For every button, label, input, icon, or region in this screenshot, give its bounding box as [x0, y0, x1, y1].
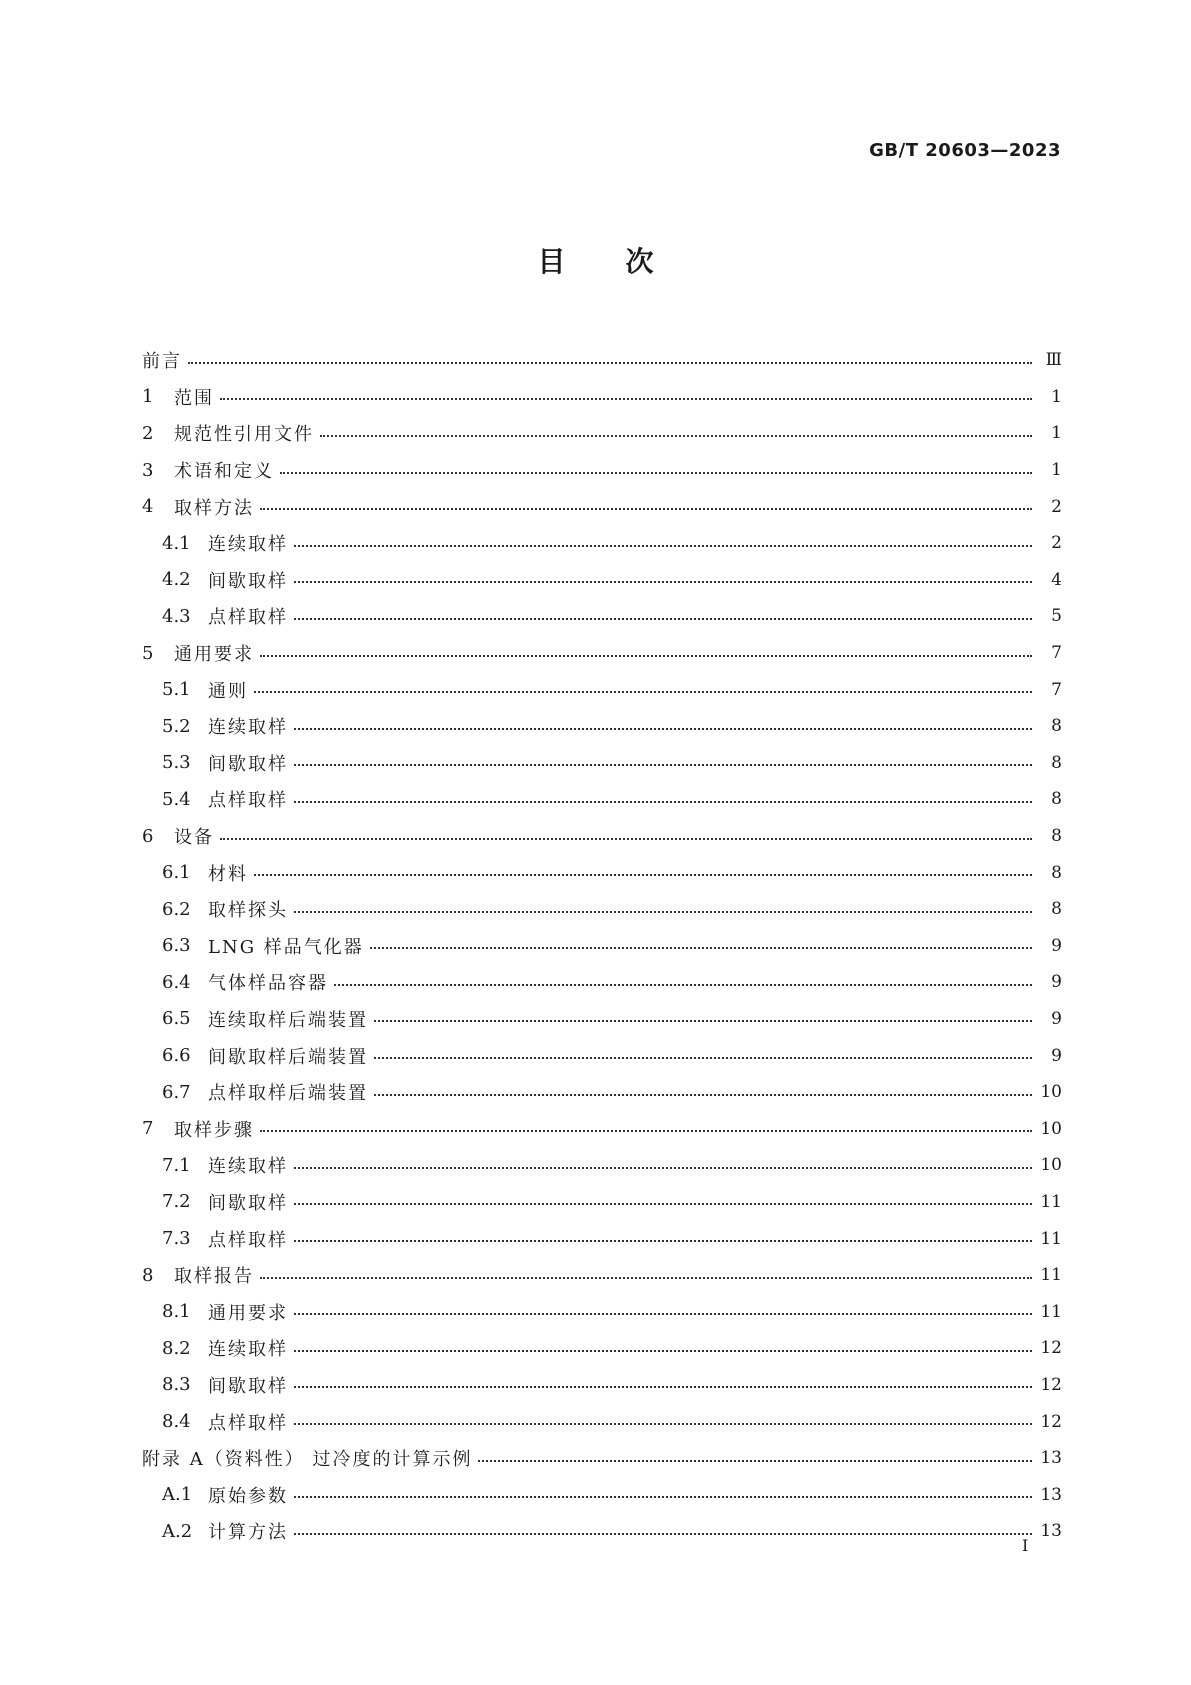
toc-entry-label: 点样取样 [208, 790, 288, 812]
toc-entry-number: 6 [142, 825, 154, 847]
toc-entry-label: 连续取样 [208, 1156, 288, 1178]
dot-leader [320, 434, 1032, 437]
toc-entry[interactable] [142, 1330, 1062, 1367]
toc-entry-label: 通用要求 [208, 1302, 288, 1324]
toc-entry-label: 规范性引用文件 [174, 424, 314, 446]
toc-entry[interactable] [142, 415, 1062, 452]
dot-leader [294, 727, 1032, 730]
dot-leader [294, 800, 1032, 803]
toc-entry[interactable] [142, 1257, 1062, 1294]
toc-entry[interactable] [142, 708, 1062, 745]
dot-leader [280, 471, 1032, 474]
toc-entry[interactable] [142, 1476, 1062, 1513]
toc-entry-label: 点样取样 [208, 607, 288, 629]
toc-entry[interactable] [142, 671, 1062, 708]
toc-entry[interactable] [142, 745, 1062, 782]
toc-entry[interactable] [142, 1220, 1062, 1257]
dot-leader [294, 1532, 1032, 1535]
toc-entry-label: 范围 [174, 387, 214, 409]
toc-entry-page: 11 [1040, 1228, 1062, 1249]
dot-leader [374, 1093, 1032, 1096]
toc-entry-page: 13 [1040, 1521, 1062, 1542]
dot-leader [370, 946, 1032, 949]
table-of-contents [142, 342, 1062, 1550]
toc-entry-label: 连续取样 [208, 534, 288, 556]
toc-entry-label: 设备 [174, 827, 214, 849]
dot-leader [294, 763, 1032, 766]
toc-entry-page: 10 [1040, 1082, 1062, 1103]
page-title: 目次 [537, 245, 714, 278]
toc-entry[interactable] [142, 1513, 1062, 1550]
toc-entry-label: 点样取样 [208, 1412, 288, 1434]
dot-leader [294, 1312, 1032, 1315]
dot-leader [260, 1276, 1032, 1279]
toc-entry[interactable] [142, 1293, 1062, 1330]
dot-leader [254, 873, 1032, 876]
toc-entry-label: LNG 样品气化器 [208, 936, 364, 958]
toc-entry-number: 5.4 [162, 788, 191, 810]
dot-leader [478, 1459, 1032, 1462]
toc-entry-number: 8.1 [162, 1301, 191, 1323]
toc-entry-page: 9 [1051, 1045, 1062, 1066]
toc-entry-number: 6.3 [162, 935, 191, 957]
toc-entry-page: 9 [1051, 935, 1062, 956]
toc-entry-number: 6.5 [162, 1008, 191, 1030]
toc-entry[interactable] [142, 1074, 1062, 1111]
dot-leader [260, 507, 1032, 510]
toc-entry-label: 点样取样 [208, 1229, 288, 1251]
toc-entry-page: 12 [1040, 1338, 1062, 1359]
dot-leader [374, 1019, 1032, 1022]
toc-entry[interactable] [142, 452, 1062, 489]
toc-entry[interactable] [142, 598, 1062, 635]
toc-entry-page: 1 [1051, 386, 1062, 407]
toc-entry[interactable] [142, 1367, 1062, 1404]
toc-entry[interactable] [142, 1440, 1062, 1477]
toc-entry-page: 9 [1051, 972, 1062, 993]
toc-entry-label: 气体样品容器 [208, 973, 328, 995]
toc-entry[interactable] [142, 818, 1062, 855]
dot-leader [220, 837, 1032, 840]
toc-entry-page: 11 [1040, 1191, 1062, 1212]
dot-leader [294, 1385, 1032, 1388]
toc-entry[interactable] [142, 1184, 1062, 1221]
toc-entry-label: 通用要求 [174, 644, 254, 666]
toc-entry-number: 6.1 [162, 862, 191, 884]
toc-entry-page: 8 [1051, 862, 1062, 883]
toc-entry-label: 取样步骤 [174, 1119, 254, 1141]
toc-entry[interactable] [142, 1403, 1062, 1440]
toc-entry[interactable] [142, 635, 1062, 672]
dot-leader [260, 1129, 1032, 1132]
dot-leader [188, 361, 1032, 364]
toc-entry-number: A.1 [162, 1484, 193, 1506]
toc-entry-page: 8 [1051, 826, 1062, 847]
toc-entry-label: 点样取样后端装置 [208, 1083, 368, 1105]
toc-entry-label: 原始参数 [208, 1485, 288, 1507]
toc-entry-label: 取样报告 [174, 1266, 254, 1288]
footer-page-number: I [1022, 1536, 1029, 1555]
toc-entry-number: 7.2 [162, 1191, 191, 1213]
toc-entry[interactable] [142, 854, 1062, 891]
dot-leader [294, 1495, 1032, 1498]
dot-leader [334, 983, 1032, 986]
toc-entry-page: 4 [1051, 569, 1062, 590]
toc-entry-number: 8.2 [162, 1337, 191, 1359]
toc-entry[interactable] [142, 891, 1062, 928]
toc-entry-label: 术语和定义 [174, 461, 274, 483]
toc-entry-label: 连续取样后端装置 [208, 1009, 368, 1031]
toc-entry-label: 间歇取样 [208, 753, 288, 775]
toc-entry-number: 3 [142, 459, 154, 481]
toc-entry-label: 材料 [208, 863, 248, 885]
toc-entry-number: A.2 [162, 1520, 193, 1542]
toc-entry-number: 5.1 [162, 679, 191, 701]
toc-entry-number: 5.2 [162, 715, 191, 737]
toc-entry-label: 连续取样 [208, 1339, 288, 1361]
toc-entry-number: 4.2 [162, 569, 191, 591]
toc-entry[interactable] [142, 1037, 1062, 1074]
toc-entry-page: 8 [1051, 899, 1062, 920]
toc-entry[interactable] [142, 342, 1062, 379]
toc-entry-page: 8 [1051, 716, 1062, 737]
toc-entry-page: 10 [1040, 1155, 1062, 1176]
toc-entry[interactable] [142, 1001, 1062, 1038]
toc-entry-label: 前言 [142, 351, 182, 373]
toc-entry-number: 7.1 [162, 1154, 191, 1176]
toc-entry[interactable] [142, 379, 1062, 416]
dot-leader [294, 1422, 1032, 1425]
toc-entry-page: 13 [1040, 1448, 1062, 1469]
toc-entry-number: 6.4 [162, 971, 191, 993]
toc-entry-label: 连续取样 [208, 717, 288, 739]
toc-entry-page: 1 [1051, 423, 1062, 444]
toc-entry-page: 8 [1051, 752, 1062, 773]
dot-leader [254, 690, 1032, 693]
toc-entry-page: 13 [1040, 1484, 1062, 1505]
dot-leader [294, 1349, 1032, 1352]
dot-leader [294, 910, 1032, 913]
toc-entry-number: 1 [142, 386, 154, 408]
toc-entry-number: 6.7 [162, 1081, 191, 1103]
toc-entry-label: 间歇取样后端装置 [208, 1046, 368, 1068]
toc-entry-number: 5.3 [162, 752, 191, 774]
toc-entry-number: 6.6 [162, 1045, 191, 1067]
toc-entry-page: 12 [1040, 1374, 1062, 1395]
toc-entry-page: 5 [1051, 606, 1062, 627]
toc-entry-number: 8.3 [162, 1374, 191, 1396]
dot-leader [294, 1202, 1032, 1205]
toc-entry[interactable] [142, 525, 1062, 562]
dot-leader [294, 580, 1032, 583]
standard-code: GB/T 20603—2023 [869, 140, 1061, 161]
toc-entry-page: 9 [1051, 1008, 1062, 1029]
toc-entry-page: 2 [1051, 496, 1062, 517]
dot-leader [294, 1239, 1032, 1242]
toc-entry-page: 11 [1040, 1301, 1062, 1322]
toc-entry-page: 12 [1040, 1411, 1062, 1432]
toc-entry-number: 4.1 [162, 532, 191, 554]
dot-leader [374, 1056, 1032, 1059]
toc-entry[interactable] [142, 488, 1062, 525]
toc-entry-page: 7 [1051, 679, 1062, 700]
toc-entry-label: 间歇取样 [208, 570, 288, 592]
toc-entry-number: 6.2 [162, 898, 191, 920]
toc-entry-number: 7 [142, 1118, 154, 1140]
toc-entry-number: 4.3 [162, 605, 191, 627]
dot-leader [294, 544, 1032, 547]
dot-leader [294, 1166, 1032, 1169]
toc-entry-label: 附录 A（资料性） 过冷度的计算示例 [142, 1449, 473, 1471]
toc-entry[interactable] [142, 562, 1062, 599]
toc-entry-label: 取样方法 [174, 497, 254, 519]
toc-entry-number: 7.3 [162, 1228, 191, 1250]
toc-entry-label: 通则 [208, 680, 248, 702]
toc-entry-page: 10 [1040, 1118, 1062, 1139]
toc-entry-number: 8.4 [162, 1411, 191, 1433]
toc-entry-number: 2 [142, 422, 154, 444]
toc-entry-page: Ⅲ [1045, 350, 1062, 371]
toc-entry-number: 8 [142, 1264, 154, 1286]
dot-leader [294, 617, 1032, 620]
toc-entry-page: 11 [1040, 1265, 1062, 1286]
dot-leader [220, 397, 1032, 400]
toc-entry-number: 4 [142, 496, 154, 518]
toc-entry[interactable] [142, 781, 1062, 818]
toc-entry[interactable] [142, 964, 1062, 1001]
toc-entry[interactable] [142, 1110, 1062, 1147]
toc-entry-label: 间歇取样 [208, 1192, 288, 1214]
toc-entry-page: 8 [1051, 789, 1062, 810]
toc-entry-label: 间歇取样 [208, 1375, 288, 1397]
toc-entry-label: 计算方法 [208, 1522, 288, 1544]
toc-entry-label: 取样探头 [208, 900, 288, 922]
toc-entry-page: 7 [1051, 643, 1062, 664]
toc-entry-number: 5 [142, 642, 154, 664]
toc-entry[interactable] [142, 1147, 1062, 1184]
toc-entry-page: 2 [1051, 533, 1062, 554]
toc-entry[interactable] [142, 928, 1062, 965]
toc-entry-page: 1 [1051, 460, 1062, 481]
dot-leader [260, 654, 1032, 657]
